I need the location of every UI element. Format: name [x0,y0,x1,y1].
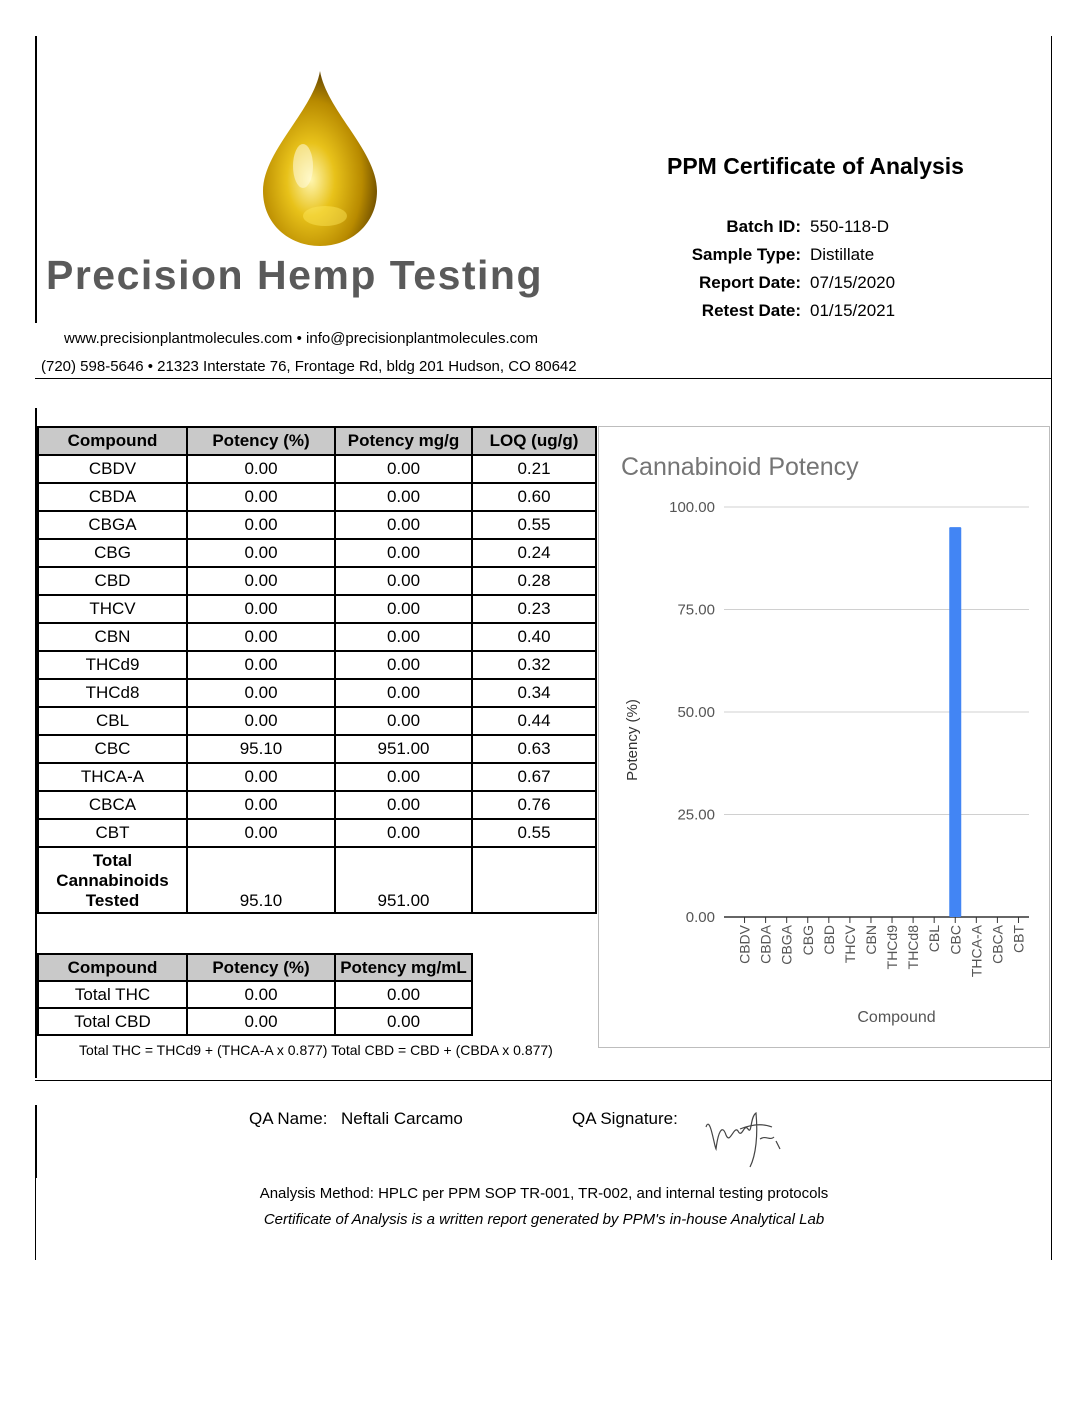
table-row [38,679,596,707]
potency-mgg-cell: 0.00 [335,623,472,651]
contact-website-email: www.precisionplantmolecules.com • info@precisionplantmolecules.com [64,330,539,347]
x-tick-label: CBGA [778,925,795,965]
column-header: Potency mg/mL [335,954,472,981]
column-header: Potency (%) [187,427,335,455]
total-label-line: Total [92,851,133,870]
chart-title: Cannabinoid Potency [621,453,859,481]
potency-pct-cell: 0.00 [187,791,335,819]
total-pct-cell: 95.10 [187,847,335,913]
potency-mgg-cell: 0.00 [335,511,472,539]
table-row [38,567,596,595]
compound-cell: CBT [38,819,187,847]
retest-date-label: Retest Date: [701,301,801,320]
potency-mgg-cell: 0.00 [335,539,472,567]
table-row [38,981,472,1008]
total-label-cell [38,847,187,913]
x-tick-label: CBG [799,925,816,956]
contact-phone-address: (720) 598-5646 • 21323 Interstate 76, Frontage Rd, bldg 201 Hudson, CO 80642 [41,358,577,375]
column-header: Potency mg/g [335,427,472,455]
potency-mgg-cell: 0.00 [335,651,472,679]
analysis-method: Analysis Method: HPLC per PPM SOP TR-001, TR-002, and internal testing protocols [259,1185,829,1202]
loq-cell: 0.21 [472,455,596,483]
table-row [38,539,596,567]
potency-mgg-cell: 0.00 [335,483,472,511]
bar-cbc [949,527,961,917]
potency-pct-cell: 0.00 [187,567,335,595]
qa-signature-image [700,1105,785,1170]
compound-cell: THCd8 [38,679,187,707]
potency-pct-cell: 0.00 [187,539,335,567]
potency-mgg-cell: 0.00 [335,595,472,623]
x-tick-label: THCV [841,925,858,964]
table-row [38,483,596,511]
x-tick-label: CBD [820,925,837,955]
totals-formula: Total THC = THCd9 + (THCA-A x 0.877) Total CBD = CBD + (CBDA x 0.877) [79,1042,553,1058]
table-row [38,819,596,847]
x-tick-label: THCd9 [884,925,901,970]
qa-name-label: QA Name: [249,1109,328,1128]
loq-cell: 0.60 [472,483,596,511]
x-tick-label: CBT [1010,925,1027,953]
x-tick-label: CBN [862,925,879,955]
total-mgg-cell: 951.00 [335,847,472,913]
y-tick-label: 25.00 [677,806,715,824]
total-label-line: Cannabinoids [56,871,169,890]
loq-cell: 0.23 [472,595,596,623]
table-header-row [38,427,596,455]
loq-cell: 0.40 [472,623,596,651]
potency-pct-cell: 0.00 [187,679,335,707]
column-header: Compound [38,427,187,455]
column-header: LOQ (ug/g) [472,427,596,455]
table-row [38,1008,472,1035]
x-tick-label: CBCA [989,925,1006,964]
potency-mgml-cell: 0.00 [335,981,472,1008]
coa-note: Certificate of Analysis is a written report generated by PPM's in-house Analytical Lab [263,1211,825,1228]
potency-pct-cell: 0.00 [187,651,335,679]
compound-cell: CBD [38,567,187,595]
compound-cell: Total THC [38,981,187,1008]
compound-cell: CBGA [38,511,187,539]
footer-divider [35,1080,1052,1081]
x-tick-label: CBDA [757,925,774,964]
left-border-bottom [35,1105,37,1178]
retest-date-value: 01/15/2021 [810,301,896,320]
loq-cell: 0.55 [472,511,596,539]
qa-signature-label: QA Signature: [572,1109,678,1128]
potency-mgml-cell: 0.00 [335,1008,472,1035]
table-row [38,595,596,623]
batch-id-label: Batch ID: [726,217,801,236]
column-header: Potency (%) [187,954,335,981]
potency-mgg-cell: 0.00 [335,791,472,819]
loq-cell: 0.24 [472,539,596,567]
coa-title: PPM Certificate of Analysis [667,153,964,179]
potency-table [37,426,597,914]
table-row [38,651,596,679]
x-tick-label: CBC [947,925,964,955]
loq-cell: 0.28 [472,567,596,595]
potency-pct-cell: 0.00 [187,707,335,735]
compound-cell: CBDA [38,483,187,511]
table-row [38,455,596,483]
loq-cell: 0.67 [472,763,596,791]
y-tick-label: 50.00 [677,704,715,721]
x-tick-label: CBDV [736,925,753,964]
x-tick-label: THCA-A [968,925,985,978]
y-tick-label: 100.00 [669,499,715,516]
compound-cell: CBN [38,623,187,651]
loq-cell: 0.44 [472,707,596,735]
compound-cell: CBL [38,707,187,735]
compound-cell: CBCA [38,791,187,819]
loq-cell: 0.76 [472,791,596,819]
table-row [38,735,596,763]
loq-cell: 0.55 [472,819,596,847]
potency-pct-cell: 0.00 [187,763,335,791]
loq-cell: 0.32 [472,651,596,679]
compound-cell: THCA-A [38,763,187,791]
sample-type-label: Sample Type: [691,245,801,264]
compound-cell: Total CBD [38,1008,187,1035]
company-name: Precision Hemp Testing [46,252,544,298]
x-axis-label: Compound [857,1009,936,1026]
left-border-top [35,36,37,323]
compound-cell: CBDV [38,455,187,483]
table-row [38,623,596,651]
compound-cell: THCd9 [38,651,187,679]
x-tick-label: THCd8 [905,925,922,970]
total-label-line: Tested [85,891,140,910]
table-row [38,791,596,819]
potency-pct-cell: 0.00 [187,1008,335,1035]
right-border [1051,36,1052,1260]
total-row [38,847,596,913]
potency-pct-cell: 0.00 [187,595,335,623]
compound-cell: THCV [38,595,187,623]
totals-table [37,953,473,1036]
compound-cell: CBC [38,735,187,763]
loq-cell: 0.34 [472,679,596,707]
total-loq-cell [472,847,596,913]
header-divider [35,378,1052,379]
sample-type-value: Distillate [810,245,875,264]
loq-cell: 0.63 [472,735,596,763]
x-tick-label: CBL [926,925,943,953]
potency-mgg-cell: 951.00 [335,735,472,763]
potency-pct-cell: 0.00 [187,483,335,511]
table-row [38,763,596,791]
potency-mgg-cell: 0.00 [335,707,472,735]
potency-mgg-cell: 0.00 [335,455,472,483]
y-tick-label: 75.00 [677,601,715,619]
table-row [38,707,596,735]
potency-mgg-cell: 0.00 [335,763,472,791]
potency-pct-cell: 95.10 [187,735,335,763]
compound-cell: CBG [38,539,187,567]
qa-name-value: Neftali Carcamo [341,1109,463,1128]
potency-pct-cell: 0.00 [187,511,335,539]
potency-chart-svg [599,427,1049,1047]
potency-pct-cell: 0.00 [187,819,335,847]
potency-mgg-cell: 0.00 [335,679,472,707]
potency-pct-cell: 0.00 [187,981,335,1008]
report-date-value: 07/15/2020 [810,273,896,292]
potency-mgg-cell: 0.00 [335,819,472,847]
table-header-row [38,954,472,981]
y-tick-label: 0.00 [685,909,715,926]
golden-oil-drop-icon [255,66,385,251]
potency-mgg-cell: 0.00 [335,567,472,595]
report-date-label: Report Date: [698,273,801,292]
column-header: Compound [38,954,187,981]
potency-chart [598,426,1050,1048]
y-axis-label: Potency (%) [624,699,641,781]
potency-pct-cell: 0.00 [187,455,335,483]
batch-id-value: 550-118-D [810,217,890,236]
table-row [38,511,596,539]
potency-pct-cell: 0.00 [187,623,335,651]
